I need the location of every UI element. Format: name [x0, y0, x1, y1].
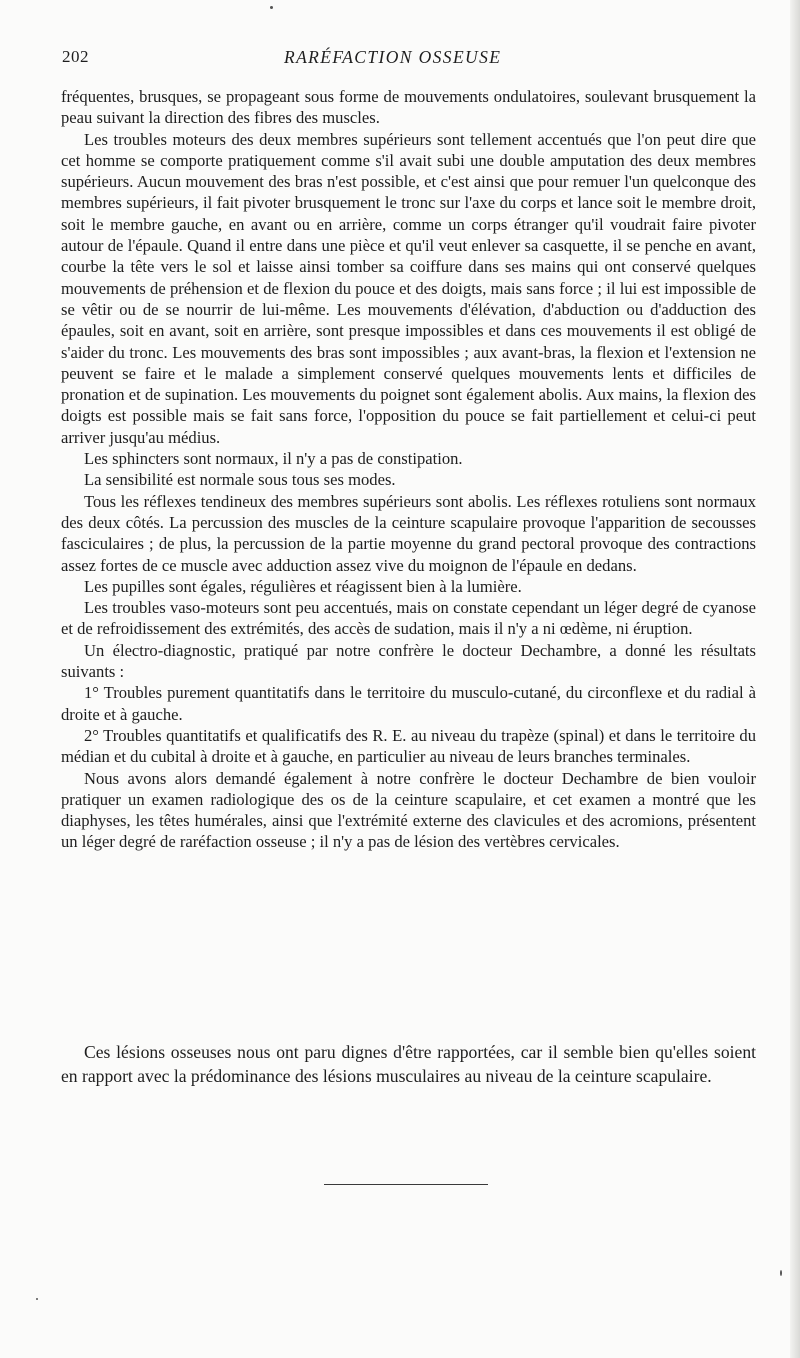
- end-rule-divider: [324, 1184, 488, 1185]
- paragraph-result-2: 2° Troubles quantitatifs et qualificatifs des R. E. au niveau du trapèze (spinal) et dans le territoire du médian et du cubital à droite et à gauche, en particulier au niveau de leurs branches terminales.: [61, 725, 756, 767]
- body-text: [61, 86, 756, 853]
- paragraph-motor-troubles: Les troubles moteurs des deux membres supérieurs sont tellement accentués que l'on peut dire que cet homme se comporte pratiquement comme s'il avait subi une double amputation des deux membres supérieurs. Aucun mouvement des bras n'est possible, et c'est ainsi que pour remuer l'un quelconque des membres supérieurs, il fait pivoter brusquement le tronc sur l'axe du corps et lance soit le membre droit, soit le membre gauche, en avant ou en arrière, comme un corps étranger qu'il voudrait faire pivoter autour de l'épaule. Quand il entre dans une pièce et qu'il veut enlever sa casquette, il se penche en avant, courbe la tête vers le sol et laisse ainsi tomber sa coiffure dans ses mains qui ont conservé quelques mouvements de préhension et de flexion du pouce et des doigts, mais sans force ; il lui est impossible de se vêtir ou de se nourrir de lui-même. Les mouvements d'élévation, d'abduction ou d'adduction des épaules, soit en avant, soit en arrière, sont presque impossibles et dans ces mouvements il est obligé de s'aider du tronc. Les mouvements des bras sont impossibles ; aux avant-bras, la flexion et l'extension ne peuvent se faire et le malade a simplement conservé quelques mouvements lents et difficiles de pronation et de supination. Les mouvements du poignet sont également abolis. Aux mains, la flexion des doigts est possible mais se fait sans force, l'opposition du pouce se fait partiellement et celui-ci peut arriver jusqu'au médius.: [61, 129, 756, 447]
- paragraph-vasomotor: Les troubles vaso-moteurs sont peu accentués, mais on constate cependant un léger degré de cyanose et de refroidissement des extrémités, des accès de sudation, mais il n'y a ni œdème, ni éruption.: [61, 598, 756, 639]
- page-edge-shadow: [790, 0, 800, 1358]
- paragraph-sensibility: La sensibilité est normale sous tous ses modes.: [84, 470, 396, 490]
- paragraph-pupils: Les pupilles sont égales, régulières et réagissent bien à la lumière.: [84, 576, 522, 596]
- paragraph-continuation: fréquentes, brusques, se propageant sous forme de mouvements ondulatoires, soulevant brusquement la peau suivant la direction des fibres des muscles.: [61, 87, 756, 128]
- paragraph-sphincters: Les sphincters sont normaux, il n'y a pas de constipation.: [84, 449, 463, 469]
- scan-speck: [36, 1298, 38, 1300]
- scan-speck: [780, 1270, 782, 1276]
- paragraph-result-1: 1° Troubles purement quantitatifs dans le territoire du musculo-cutané, du circonflexe et du radial à droite et à gauche.: [61, 683, 756, 724]
- running-header: [62, 47, 742, 77]
- scan-speck: [270, 6, 273, 9]
- page-number: 202: [62, 47, 89, 66]
- paragraph-electrodiagnostic: Un électro-diagnostic, pratiqué par notre confrère le docteur Dechambre, a donné les résultats suivants :: [61, 640, 756, 682]
- paragraph-radiology: Nous avons alors demandé également à notre confrère le docteur Dechambre de bien vouloir pratiquer un examen radiologique des os de la ceinture scapulaire, et cet examen a montré que les diaphyses, les têtes humérales, ainsi que l'extrémité externe des clavicules et des acromions, présentent un léger degré de raréfaction osseuse ; il n'y a pas de lésion des vertèbres cervicales.: [61, 768, 756, 852]
- paragraph-reflexes: Tous les réflexes tendineux des membres supérieurs sont abolis. Les réflexes rotuliens sont normaux des deux côtés. La percussion des muscles de la ceinture scapulaire provoque l'apparition de secousses fasciculaires ; de plus, la percussion de la partie moyenne du grand pectoral provoque des contractions assez fortes de ce muscle avec adduction assez vive du moignon de l'épaule en dedans.: [61, 491, 756, 575]
- paragraph-conclusion: Ces lésions osseuses nous ont paru dignes d'être rapportées, car il semble bien qu'elles soient en rapport avec la prédominance des lésions musculaires au niveau de la ceinture scapulaire.: [61, 1042, 756, 1087]
- running-title: RARÉFACTION OSSEUSE: [284, 47, 502, 67]
